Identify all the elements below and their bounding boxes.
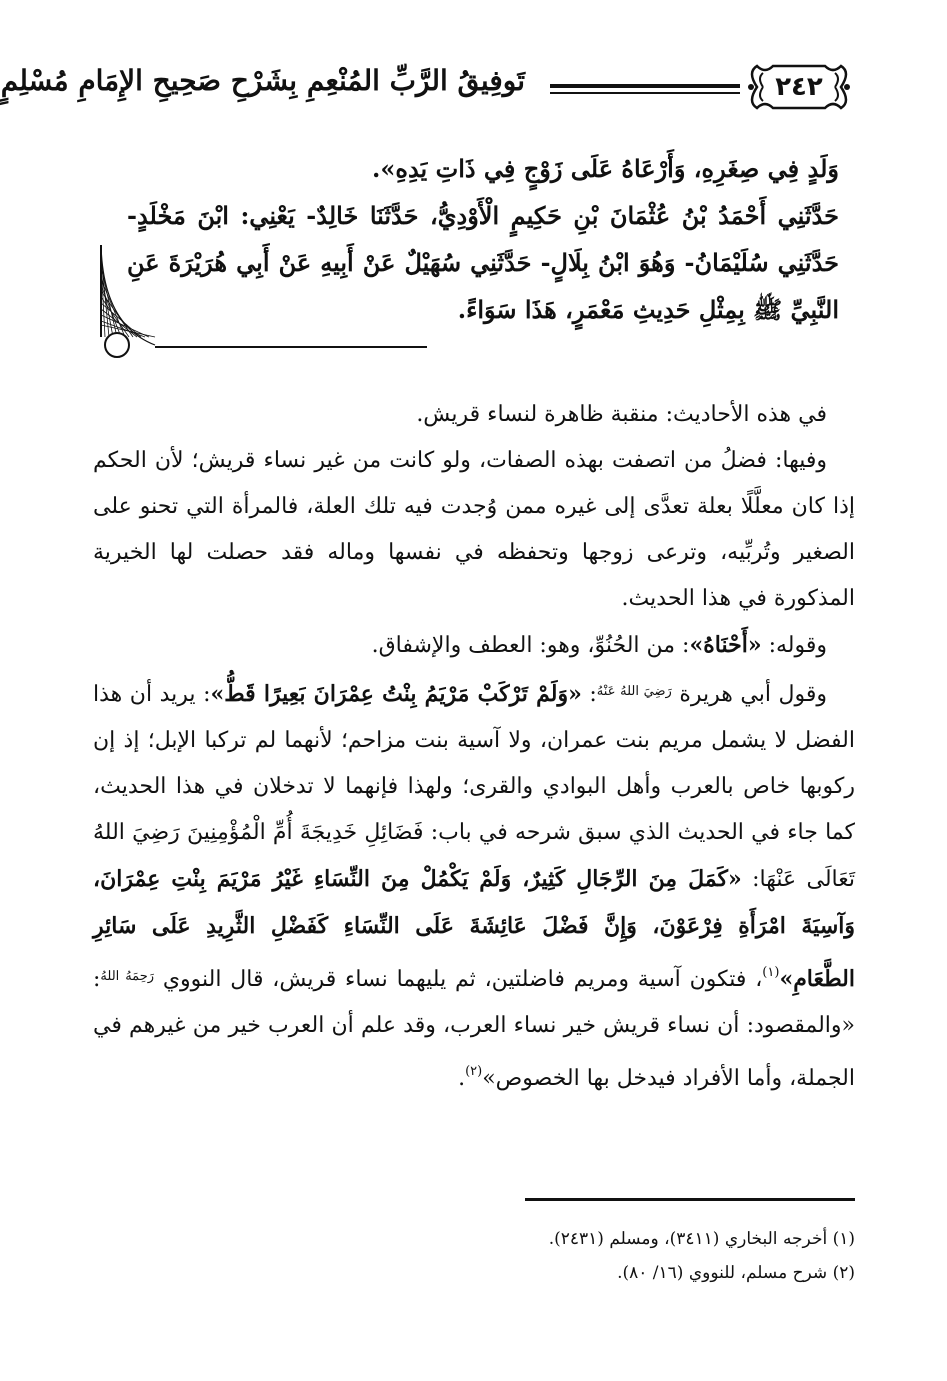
p4-quote: «وَلَمْ تَرْكَبْ مَرْيَمُ بِنْتُ عِمْرَانَ بَعِيرًا قَطُّ» bbox=[210, 681, 582, 707]
p4-prefix: وقول أبي هريرة bbox=[671, 682, 827, 707]
page-number-frame bbox=[743, 62, 855, 112]
header-rule-thick bbox=[550, 84, 740, 88]
hadith-underline bbox=[155, 346, 427, 348]
page-header bbox=[0, 62, 855, 120]
p4-hadith: «كَمَلَ مِنَ الرِّجَالِ كَثِيرٌ، وَلَمْ يَكْمُلْ مِنَ النِّسَاءِ غَيْرُ مَرْيَمَ بِنْتِ عِمْرَانَ، وَآسِيَةَ امْرَأَةِ فِرْعَوْنَ، وَإِنَّ فَضْلَ عَائِشَةَ عَلَى النِّسَاءِ كَفَضْلِ الثَّرِيدِ عَلَى سَائِرِ الطَّعَامِ» bbox=[93, 866, 855, 992]
paragraph-4 bbox=[93, 669, 855, 1102]
p4-colon: : bbox=[581, 682, 597, 707]
footnote-2: (٢) شرح مسلم، للنووي (١٦/ ٨٠). bbox=[617, 1263, 855, 1283]
p4-rest: : يريد أن هذا الفضل لا يشمل مريم بنت عمران، ولا آسية بنت مزاحم؛ لأنهما لم تركبا الإبل؛ إذ إن ركوبها خاص بالعرب وأهل البوادي والقرى؛ ولهذا فإنهما لا تدخلان في هذا الحديث، كما جاء في الحديث الذي سبق شرحه في باب: bbox=[93, 682, 855, 845]
paragraph-1: في هذه الأحاديث: منقبة ظاهرة لنساء قريش. bbox=[416, 402, 827, 427]
footnote-separator bbox=[525, 1198, 855, 1201]
hadith-block bbox=[127, 145, 839, 333]
p4-after: ، فتكون آسية ومريم فاضلتين، ثم يليهما نساء قريش، قال النووي bbox=[154, 967, 763, 992]
footnote-1: (١) أخرجه البخاري (٣٤١١)، ومسلم (٢٤٣١). bbox=[548, 1229, 855, 1249]
hadith-line-2: حَدَّثَنِي أَحْمَدُ بْنُ عُثْمَانَ بْنِ حَكِيمٍ الْأَوْدِيُّ، حَدَّثَنَا خَالِدٌ- يَعْنِي: ابْنَ مَخْلَدٍ- حَدَّثَنِي سُلَيْمَانُ- وَهُوَ ابْنُ بِلَالٍ- حَدَّثَنِي سُهَيْلٌ عَنْ أَبِيهِ عَنْ أَبِي هُرَيْرَةَ عَنِ النَّبِيِّ ﷺ بِمِثْلِ حَدِيثِ مَعْمَرٍ، هَذَا سَوَاءً. bbox=[127, 201, 839, 324]
p4-bab: فَضَائِلِ خَدِيجَةَ أُمِّ الْمُؤْمِنِينَ رَضِيَ اللهُ تَعَالَى عَنْهَا: bbox=[93, 820, 855, 892]
hadith-line-1: وَلَدٍ فِي صِغَرِهِ، وَأَرْعَاهُ عَلَى زَوْجٍ فِي ذَاتِ يَدِهِ». bbox=[372, 154, 839, 183]
header-rule-thin bbox=[550, 92, 740, 94]
paragraph-2: وفيها: فضلُ من اتصفت بهذه الصفات، ولو كانت من غير نساء قريش؛ لأن الحكم إذا كان معلَّلًا بعلة تعدَّى إلى غيره ممن وُجدت فيه تلك العلة، فالمرأة التي تحنو على الصغير وتُربِّيه، وترعى زوجها وتحفظه في نفسها وماله فقد حصلت لها الخيرية المذكورة في هذا الحديث. bbox=[93, 448, 855, 611]
footnote-ref-2: (٢) bbox=[465, 1064, 483, 1079]
p4-end: . bbox=[458, 1066, 466, 1091]
p4-quote-2: : «والمقصود: أن نساء قريش خير نساء العرب، وقد علم أن العرب خير من غيرهم في الجملة، وأما الأفراد فيدخل بها الخصوص» bbox=[93, 967, 855, 1091]
paragraph-3 bbox=[93, 622, 855, 669]
corner-ornament-icon bbox=[95, 245, 157, 360]
footnotes bbox=[95, 1222, 855, 1290]
p3-rest: : من الحُنُوِّ، وهو: العطف والإشفاق. bbox=[371, 633, 690, 658]
commentary bbox=[93, 392, 855, 1102]
footnote-ref-1: (١) bbox=[762, 965, 780, 980]
book-title: تَوفِيقُ الرَّبِّ المُنْعِمِ بِشَرْحِ صَحِيحِ الإِمَامِ مُسْلِمٍ bbox=[0, 64, 525, 97]
page-number: ٢٤٢ bbox=[775, 72, 823, 102]
p4-honorific-2: رَحِمَهُ اللهُ bbox=[100, 969, 155, 984]
p3-prefix: وقوله: bbox=[761, 633, 827, 658]
p4-honorific: رَضِيَ اللهُ عَنْهُ bbox=[596, 684, 672, 699]
p3-term: «أَحْنَاهُ» bbox=[689, 632, 762, 658]
